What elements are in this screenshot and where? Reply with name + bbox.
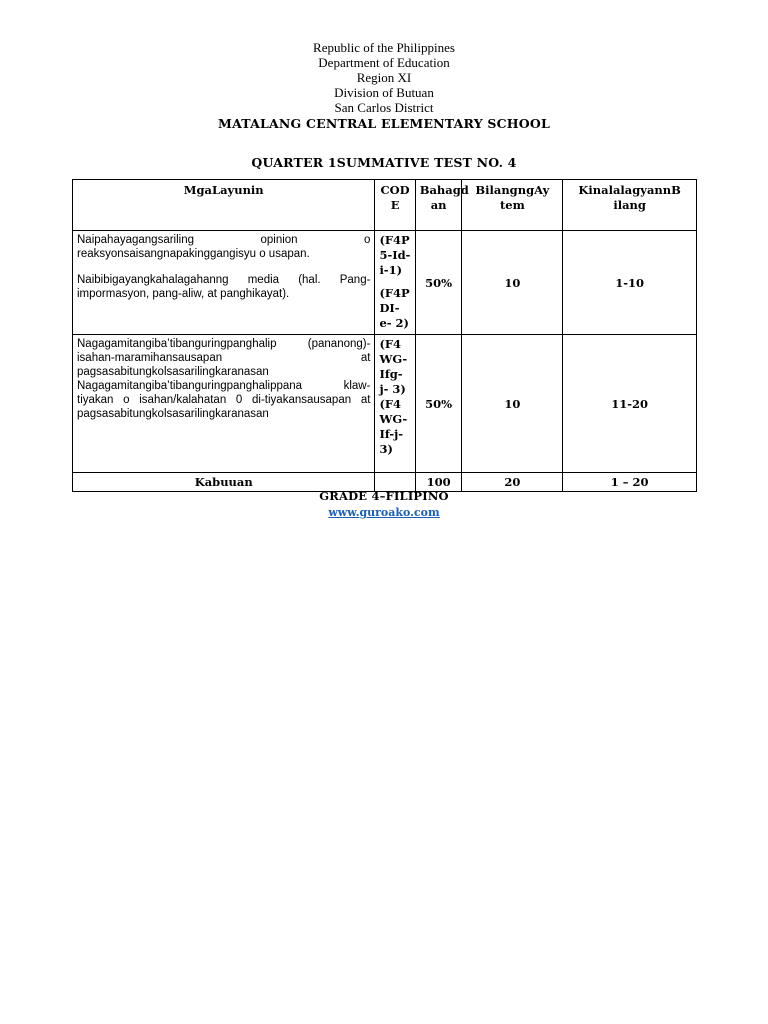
website-link[interactable]: www.guroako.com (328, 506, 440, 519)
header-item-count: BilangngAy tem (462, 180, 563, 231)
objectives-table (72, 179, 697, 492)
item-placement-cell: 11-20 (563, 335, 697, 473)
percentage-cell: 50% (415, 231, 462, 335)
grade-subject-label: GRADE 4–FILIPINO (319, 489, 449, 503)
total-item-count: 20 (462, 473, 563, 492)
objective-cell (73, 231, 375, 335)
total-label: Kabuuan (73, 473, 375, 492)
code-text: (F4 WG- If-j- 3) (379, 397, 408, 456)
total-percentage: 100 (415, 473, 462, 492)
code-cell (375, 231, 415, 335)
school-name: MATALANG CENTRAL ELEMENTARY SCHOOL (218, 116, 550, 131)
item-count-cell: 10 (462, 335, 563, 473)
table-row (73, 231, 697, 335)
objective-cell (73, 335, 375, 473)
objective-text: Nagagamitangiba’tibanguringpanghalip (pananong)- isahan-maramihansausapan at pagsasabitungkolsasarilingkaranasan Nagagamitangiba’tibanguringpanghalippana klaw- tiyakan o isahan/kalahatan 0 di-tiyakansausapan at pagsasabitungkolsasarilingkaranasan (77, 338, 371, 420)
code-text: (F4P 5-Id- i-1) (379, 233, 411, 277)
item-placement-cell: 1-10 (563, 231, 697, 335)
objective-text: Naipahayagangsariling opinion o reaksyonsaisangnapakinggangisyu o usapan. (77, 234, 371, 260)
header-region: Region XI (356, 70, 412, 85)
test-title: QUARTER 1SUMMATIVE TEST NO. 4 (251, 155, 517, 170)
document-header (0, 40, 768, 132)
code-text: (F4 WG- Ifg-j- 3) (379, 337, 408, 396)
header-department: Department of Education (318, 55, 450, 70)
header-item-placement: KinalalagyannB ilang (563, 180, 697, 231)
header-code: COD E (375, 180, 415, 231)
total-item-placement: 1 – 20 (563, 473, 697, 492)
table-header-row (73, 180, 697, 231)
code-text: (F4P DI-e- 2) (379, 286, 410, 330)
header-objectives: MgaLayunin (73, 180, 375, 231)
header-district: San Carlos District (334, 100, 434, 115)
percentage-cell: 50% (415, 335, 462, 473)
table-row (73, 335, 697, 473)
header-republic: Republic of the Philippines (313, 40, 455, 55)
header-division: Division of Butuan (334, 85, 434, 100)
header-percentage: Bahagd an (415, 180, 462, 231)
item-count-cell: 10 (462, 231, 563, 335)
objective-text: Naibibigayangkahalagahanng media (hal. Pang-impormasyon, pang-aliw, at panghikayat). (77, 274, 371, 300)
code-cell (375, 335, 415, 473)
